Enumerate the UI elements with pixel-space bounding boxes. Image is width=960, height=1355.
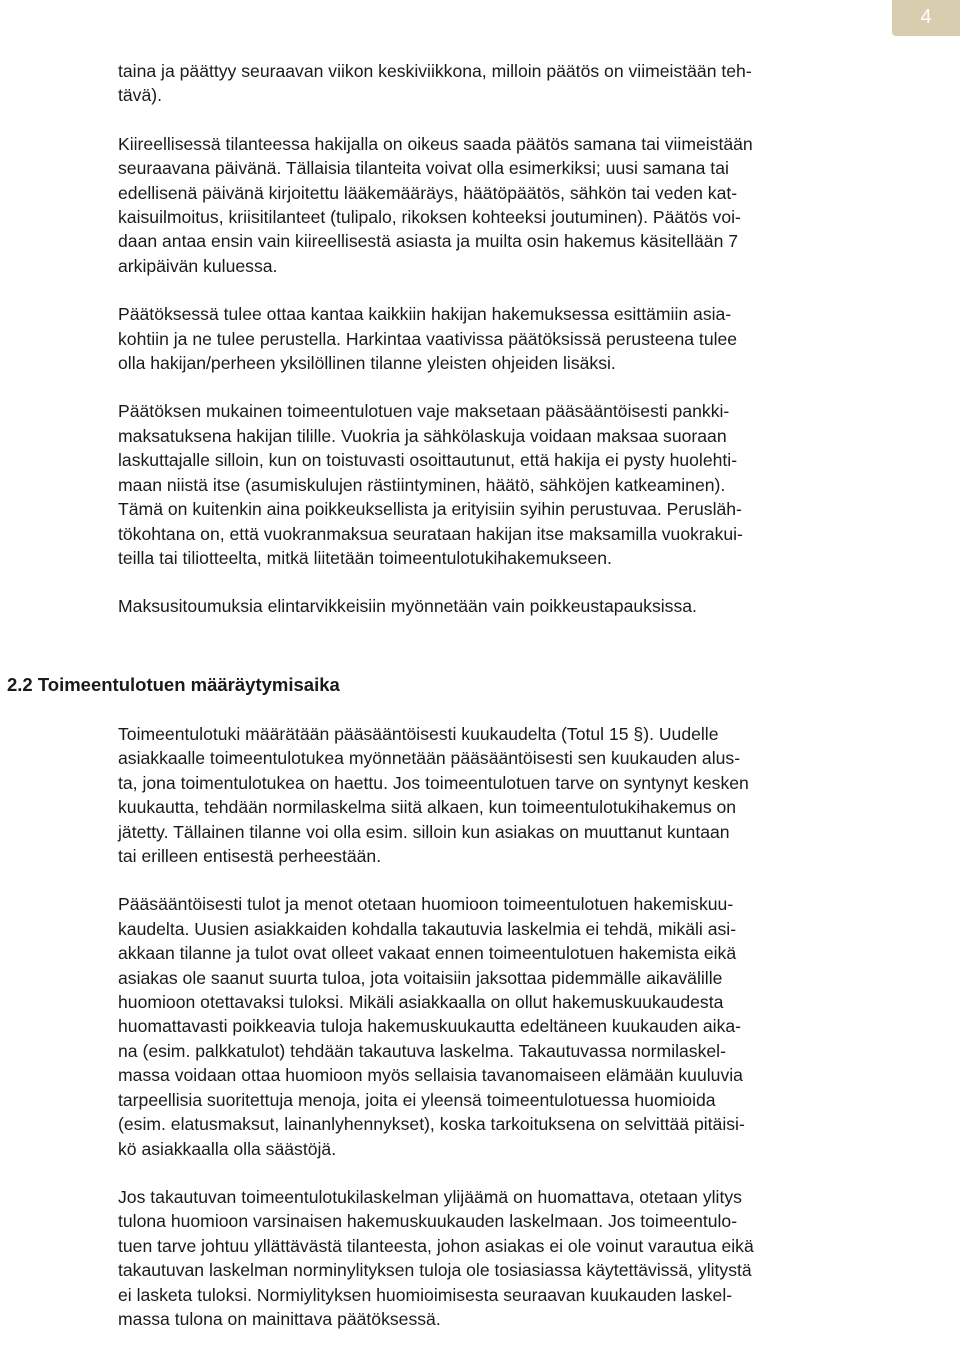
text-line: asiakas ole saanut suurta tuloa, jota voitaisiin jaksottaa pidemmälle aikavälille: [118, 967, 723, 988]
text-line: Tämä on kuitenkin aina poikkeuksellista ja erityisiin syihin perustuvaa. Perusläh-: [118, 499, 742, 520]
text-line: takautuvan laskelman norminylityksen tuloja ole tosiasiassa käytettävissä, ylitystä: [118, 1260, 752, 1281]
paragraph: [118, 399, 893, 570]
text-line: tai erilleen entisestä perheestään.: [118, 846, 382, 867]
text-line: Päätöksen mukainen toimeentulotuen vaje maksetaan pääsääntöisesti pankki-: [118, 401, 730, 422]
text-line: kohtiin ja ne tulee perustella. Harkintaa vaativissa päätöksissä perusteena tulee: [118, 328, 738, 349]
text-line: kö asiakkaalla olla säästöjä.: [118, 1138, 337, 1159]
text-line: olla hakijan/perheen yksilöllinen tilanne yleisten ohjeiden lisäksi.: [118, 353, 616, 374]
paragraph: [118, 59, 893, 108]
body-text-top: [118, 59, 893, 643]
section-heading: 2.2 Toimeentulotuen määräytymisaika: [7, 674, 340, 695]
text-line: Päätöksessä tulee ottaa kantaa kaikkiin hakijan hakemuksessa esittämiin asia-: [118, 304, 732, 325]
paragraph: [118, 594, 893, 618]
text-line: maan niistä itse (asumiskulujen rästiintyminen, häätö, sähköjen katkeaminen).: [118, 474, 726, 495]
paragraph: [118, 302, 893, 375]
paragraph: [118, 132, 893, 278]
text-line: asiakkaalle toimeentulotukea myönnetään pääsääntöisesti sen kuukauden alus-: [118, 748, 741, 769]
text-line: Maksusitoumuksia elintarvikkeisiin myönnetään vain poikkeustapauksissa.: [118, 596, 697, 617]
text-line: seuraavana päivänä. Tällaisia tilanteita voivat olla esimerkiksi; uusi samana tai: [118, 158, 729, 179]
text-line: na (esim. palkkatulot) tehdään takautuva laskelma. Takautuvassa normilaskel-: [118, 1040, 726, 1061]
text-line: massa tulona on mainittava päätöksessä.: [118, 1308, 441, 1329]
paragraph: [118, 722, 893, 868]
text-line: Pääsääntöisesti tulot ja menot otetaan huomioon toimeentulotuen hakemiskuu-: [118, 894, 734, 915]
text-line: kuukautta, tehdään normilaskelma siitä alkaen, kun toimeentulotukihakemus on: [118, 797, 737, 818]
text-line: akkaan tilanne ja tulot ovat olleet vakaat ennen toimeentulotuen hakemista eikä: [118, 943, 737, 964]
text-line: massa voidaan ottaa huomioon myös sellaisia tavanomaiseen elämään kuuluvia: [118, 1065, 743, 1086]
text-line: maksatuksena hakijan tilille. Vuokria ja sähkölaskuja voidaan maksaa suoraan: [118, 425, 727, 446]
text-line: kaisuilmoitus, kriisitilanteet (tulipalo, rikoksen kohteeksi joutuminen). Päätös voi-: [118, 207, 741, 228]
text-line: tulona huomioon varsinaisen hakemuskuukauden laskelmaan. Jos toimeentulo-: [118, 1211, 738, 1232]
paragraph: [118, 892, 893, 1160]
text-line: Jos takautuvan toimeentulotukilaskelman ylijäämä on huomattava, otetaan ylitys: [118, 1186, 742, 1207]
text-line: teilla tai tiliotteelta, mitkä liitetään toimeentulotukihakemukseen.: [118, 547, 612, 568]
text-line: edellisenä päivänä kirjoitettu lääkemääräys, häätöpäätös, sähkön tai veden kat-: [118, 182, 738, 203]
text-line: ei lasketa tuloksi. Normiylityksen huomioimisesta seuraavan kuukauden laskel-: [118, 1284, 733, 1305]
text-line: ta, jona toimentulotukea on haettu. Jos toimeentulotuen tarve on syntynyt kesken: [118, 772, 749, 793]
text-line: huomioon otettavaksi tuloksi. Mikäli asiakkaalla on ollut hakemuskuukaudesta: [118, 992, 724, 1013]
text-line: (esim. elatusmaksut, lainanlyhennykset), koska tarkoituksena on selvittää pitäisi-: [118, 1114, 745, 1135]
text-line: tävä).: [118, 85, 163, 106]
text-line: laskuttajalle silloin, kun on toistuvasti osoittautunut, että hakija ei pysty huolehti-: [118, 450, 738, 471]
paragraph: [118, 1185, 893, 1331]
text-line: huomattavasti poikkeavia tuloja hakemuskuukautta edeltäneen kuukauden aika-: [118, 1016, 742, 1037]
text-line: jätetty. Tällainen tilanne voi olla esim. silloin kun asiakas on muuttanut kuntaan: [118, 821, 730, 842]
text-line: tökohtana on, että vuokranmaksua seurataan hakijan itse maksamilla vuokrakui-: [118, 523, 743, 544]
text-line: kaudelta. Uusien asiakkaiden kohdalla takautuvia laskelmia ei tehdä, mikäli asi-: [118, 918, 737, 939]
text-line: taina ja päättyy seuraavan viikon keskiviikkona, milloin päätös on viimeistään teh-: [118, 61, 752, 81]
text-line: daan antaa ensin vain kiireellisestä asiasta ja muilta osin hakemus käsitellään 7: [118, 231, 739, 252]
text-line: Toimeentulotuki määrätään pääsääntöisesti kuukaudelta (Totul 15 §). Uudelle: [118, 724, 719, 744]
text-line: Kiireellisessä tilanteessa hakijalla on oikeus saada päätös samana tai viimeistään: [118, 133, 753, 154]
text-line: tarpeellisia suoritettuja menoja, joita ei yleensä toimeentulotuessa huomioida: [118, 1089, 716, 1110]
text-line: arkipäivän kuluessa.: [118, 255, 278, 276]
page-number: 4: [920, 6, 932, 28]
page-number-tab: [892, 0, 960, 36]
body-text-bottom: [118, 722, 893, 1355]
text-line: tuen tarve johtuu yllättävästä tilanteesta, johon asiakas ei ole voinut varautua eikä: [118, 1235, 754, 1256]
